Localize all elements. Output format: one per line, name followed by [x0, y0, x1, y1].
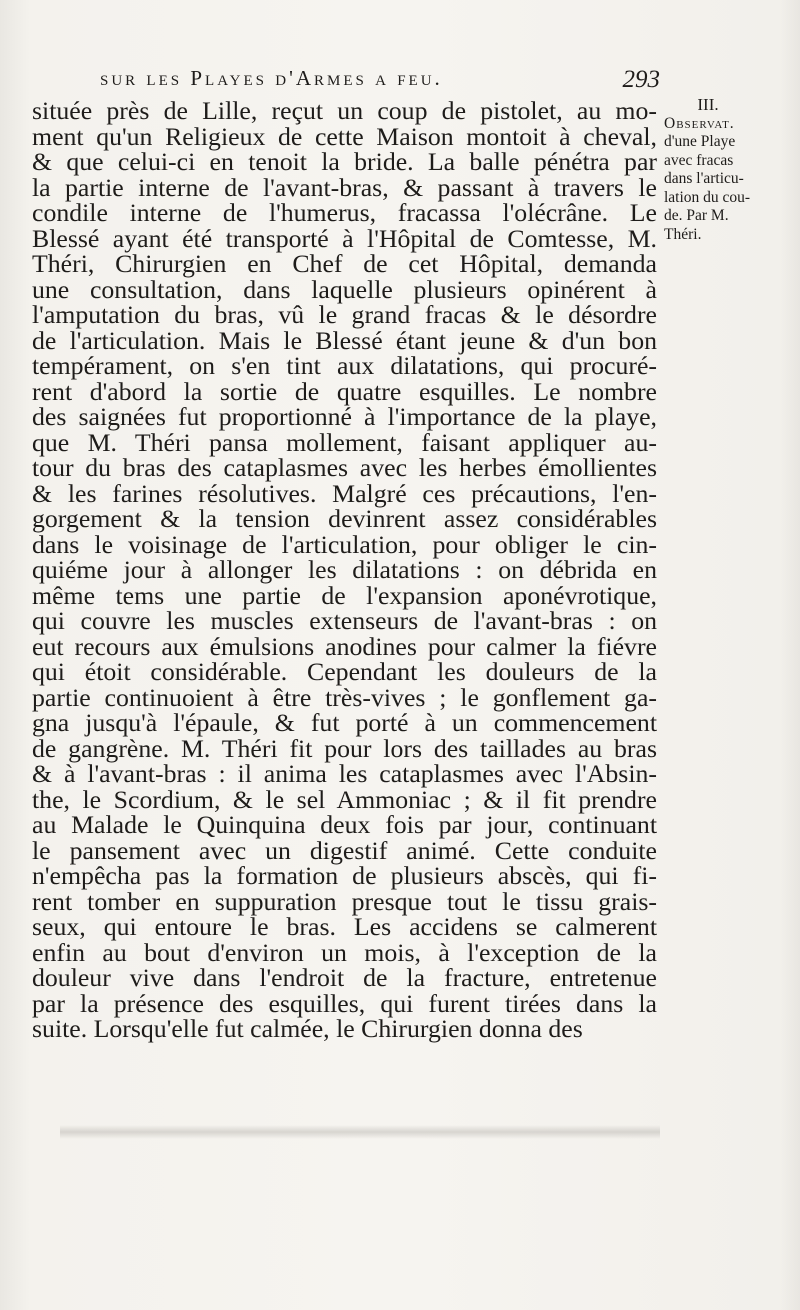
text-line: Théri, Chirurgien en Chef de cet Hôpital, demanda — [32, 249, 657, 278]
text-line: par la présence des esquilles, qui furent tirées dans la — [32, 988, 657, 1018]
text-line: située près de Lille, reçut un coup de pistolet, au mo- — [32, 96, 657, 125]
text-line: ment qu'un Religieux de cette Maison montoit à cheval, — [32, 121, 657, 151]
text-line: de l'articulation. Mais le Blessé étant jeune & d'un bon — [32, 325, 657, 355]
text-line: suite. Lorsqu'elle fut calmée, le Chirurgien donna des — [32, 1014, 583, 1043]
text-line: Blessé ayant été transporté à l'Hôpital de Comtesse, M. — [32, 223, 657, 253]
text-line: & à l'avant-bras : il anima les cataplasmes avec l'Absin- — [32, 759, 657, 788]
running-title: sur les Playes d'Armes a feu. — [100, 66, 443, 90]
page-number: 293 — [622, 66, 660, 93]
text-line: gna jusqu'à l'épaule, & fut porté à un commencement — [32, 708, 657, 737]
text-line: condile interne de l'humerus, fracassa l'olécrâne. Le — [32, 198, 657, 227]
text-line: de gangrène. M. Théri fit pour lors des taillades au bras — [32, 733, 657, 763]
text-line: dans le voisinage de l'articulation, pour obliger le cin- — [32, 529, 657, 559]
show-through-shadow — [60, 1125, 660, 1139]
text-line: l'amputation du bras, vû le grand fracas & le désordre — [32, 300, 657, 329]
text-line: tempérament, on s'en tint aux dilatations, qui procuré- — [32, 351, 657, 380]
text-line: seux, qui entoure le bras. Les accidens se calmerent — [32, 912, 657, 941]
text-line: quiéme jour à allonger les dilatations : on débrida en — [32, 555, 657, 584]
margin-note-line: Observat. — [664, 114, 735, 132]
text-line: partie continuoient à être très-vives ; le gonflement ga- — [32, 682, 657, 712]
text-line: & que celui-ci en tenoit la bride. La balle pénétra par — [32, 147, 657, 176]
margin-note-line: d'une Playe — [664, 133, 736, 150]
margin-note-line: avec fracas — [664, 151, 734, 169]
text-line: le pansement avec un digestif animé. Cette conduite — [32, 835, 657, 865]
text-line: tour du bras des cataplasmes avec les herbes émollientes — [32, 453, 657, 482]
margin-note-line: Théri. — [664, 225, 702, 243]
text-line: des saignées fut proportionné à l'importance de la playe, — [32, 402, 657, 431]
text-line: gorgement & la tension devinrent assez considérables — [32, 504, 657, 533]
body-text — [32, 98, 657, 1042]
text-line: rent tomber en suppuration presque tout le tissu grais- — [32, 886, 657, 916]
margin-note-line: de. Par M. — [664, 207, 729, 224]
margin-note-line: lation du cou- — [664, 188, 751, 206]
text-line: une consultation, dans laquelle plusieurs opinérent à — [32, 274, 657, 304]
text-line: enfin au bout d'environ un mois, à l'exception de la — [32, 937, 657, 967]
text-line: & les farines résolutives. Malgré ces précautions, l'en- — [32, 478, 657, 508]
text-line: the, le Scordium, & le sel Ammoniac ; & il fit prendre — [32, 784, 657, 814]
text-line: au Malade le Quinquina deux fois par jour, continuant — [32, 810, 657, 839]
text-line: n'empêcha pas la formation de plusieurs abscès, qui fi- — [32, 861, 657, 890]
margin-note — [664, 96, 794, 244]
text-line: rent d'abord la sortie de quatre esquilles. Le nombre — [32, 376, 657, 406]
observation-number: III. — [697, 95, 719, 114]
text-line: qui étoit considérable. Cependant les douleurs de la — [32, 657, 657, 686]
text-line: qui couvre les muscles extenseurs de l'avant-bras : on — [32, 606, 657, 635]
text-line: que M. Théri pansa mollement, faisant appliquer au- — [32, 427, 657, 457]
text-line: eut recours aux émulsions anodines pour calmer la fiévre — [32, 631, 657, 661]
margin-note-line: dans l'articu- — [664, 170, 744, 187]
running-head — [100, 66, 660, 96]
text-line: la partie interne de l'avant-bras, & passant à travers le — [32, 172, 657, 202]
text-line: même tems une partie de l'expansion aponévrotique, — [32, 580, 657, 610]
text-line: douleur vive dans l'endroit de la fracture, entretenue — [32, 963, 657, 992]
